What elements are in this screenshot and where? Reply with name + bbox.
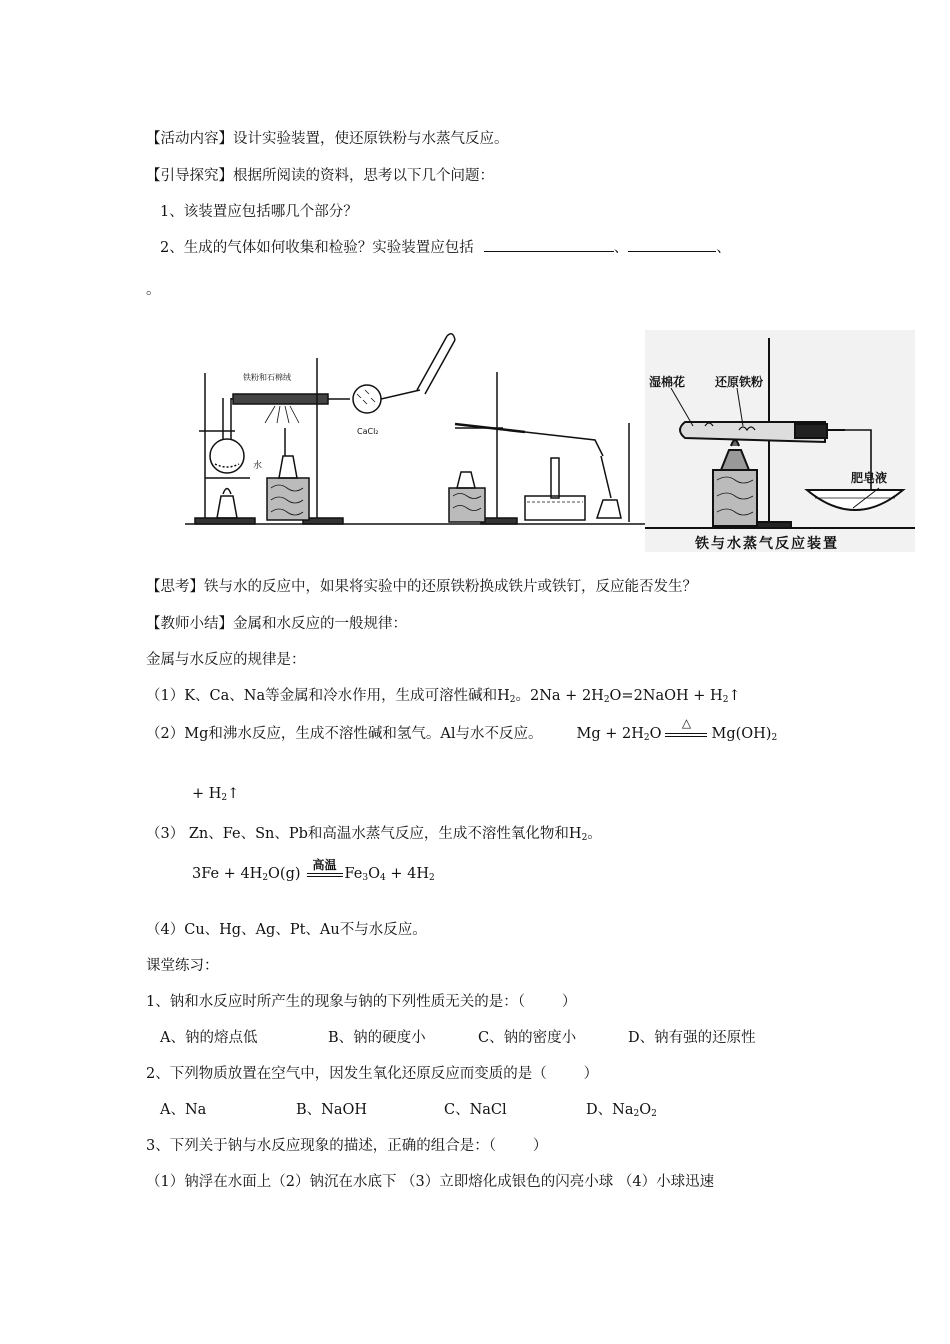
guide-text: 根据所阅读的资料，思考以下几个问题： [233, 168, 494, 184]
rule-1-eq2-sub: 2 [722, 695, 729, 705]
rule-3 [146, 822, 602, 843]
guide-label: 【引导探究】 [146, 168, 233, 184]
rule-3-eq-left2: O(g) [268, 866, 301, 882]
practice-1-option-c: C、钠的密度小 [478, 1030, 577, 1046]
label-wet-cotton: 湿棉花 [649, 375, 686, 389]
rule-1-eq2: O=2NaOH + H [609, 688, 723, 704]
practice-2-option-a: A、Na [160, 1102, 207, 1118]
question-1: 1、该装置应包括哪几个部分？ [160, 204, 358, 220]
rule-2-eq-left2: O [649, 726, 662, 742]
rule-2-continuation [192, 786, 239, 803]
label-iron-powder: 还原铁粉 [715, 375, 764, 389]
activity-text: 设计实验装置，使还原铁粉与水蒸气反应。 [233, 131, 509, 147]
rule-2-eq-left: Mg + 2H [576, 726, 644, 742]
rule-2 [146, 716, 778, 743]
summary-line [146, 612, 407, 633]
reaction-tube [233, 394, 328, 404]
stand-base-1 [195, 518, 255, 524]
heat-condition-arrow [665, 716, 707, 742]
practice-3-stem: 3、下列关于钠与水反应现象的描述，正确的组合是：（ ） [146, 1138, 548, 1154]
answer-blank-1[interactable] [484, 237, 614, 252]
practice-2-option-c: C、NaCl [444, 1102, 507, 1118]
answer-blank-2[interactable] [628, 237, 716, 252]
rule-2-eq-right: Mg(OH) [711, 726, 772, 742]
rule-1-end: 。 [515, 688, 531, 704]
summary-label: 【教师小结】 [146, 616, 233, 632]
question-2-text: 2、生成的气体如何收集和检验？实验装置应包括 [160, 240, 474, 256]
label-iron-asbestos: 铁粉和石棉绒 [243, 373, 291, 382]
guide-line [146, 164, 494, 185]
think-text: 铁与水的反应中，如果将实验中的还原铁粉换成铁片或铁钉，反应能否发生？ [204, 579, 697, 595]
practice-2-stem: 2、下列物质放置在空气中，因发生氧化还原反应而变质的是（ ） [146, 1066, 599, 1082]
rule-intro: 金属与水反应的规律是： [146, 652, 306, 668]
collecting-tube [417, 336, 455, 394]
stopper [795, 424, 827, 438]
rule-3-eq-left: 3Fe + 4H [192, 866, 263, 882]
rule-4: （4）Cu、Hg、Ag、Pt、Au不与水反应。 [146, 922, 427, 938]
wood-block-2 [449, 488, 485, 522]
rule-3-eq-left-sub: 2 [262, 873, 269, 883]
rule-2-eq-right-sub: 2 [771, 733, 778, 743]
rule-3-sub: 2 [581, 833, 588, 843]
delivery-tube [525, 432, 603, 456]
rule-3-eq-right-sub3: 2 [429, 873, 435, 883]
wood-block-1 [267, 478, 309, 520]
rule-3-text: （3） Zn、Fe、Sn、Pb和高温水蒸气反应，生成不溶性氧化物和H [146, 826, 582, 842]
rule-3-eq-right: Fe [344, 866, 363, 882]
round-flask [210, 439, 244, 473]
rule-1-sub: 2 [509, 695, 516, 705]
gas-jar [551, 458, 559, 498]
rule-1-eq-sub: 2 [603, 695, 610, 705]
practice-2-option-d [586, 1098, 657, 1119]
figure-caption: 铁与水蒸气反应装置 [695, 536, 839, 552]
question-2-sep2: 、 [716, 240, 731, 256]
label-water: 水 [253, 461, 263, 471]
think-label: 【思考】 [146, 579, 204, 595]
practice-1-option-d: D、钠有强的还原性 [628, 1030, 756, 1046]
up-arrow-icon: ↑ [728, 688, 741, 704]
practice-2-option-d-text: D、Na [586, 1102, 634, 1118]
burner-3 [597, 500, 621, 518]
heat-triangle-icon: △ [681, 716, 692, 730]
label-soap: 肥皂液 [851, 471, 888, 485]
question-2 [160, 236, 731, 257]
practice-3-options: （1）钠浮在水面上（2）钠沉在水底下 （3）立即熔化成银色的闪亮小球 （4）小球迅速 [146, 1174, 715, 1190]
rule-2-text: （2）Mg和沸水反应，生成不溶性碱和氢气。Al与水不反应。 [146, 726, 543, 742]
drying-tube-bulb [353, 385, 381, 413]
activity-line [146, 127, 509, 148]
question-2-sep1: 、 [613, 240, 629, 256]
rule-3-eq-right3: + 4H [385, 866, 429, 882]
summary-text: 金属和水反应的一般规律： [233, 616, 407, 632]
rule-1 [146, 684, 741, 705]
think-line [146, 575, 697, 596]
rule-2-cont: + H [192, 786, 222, 802]
rule-1-eq: 2Na + 2H [530, 688, 604, 704]
practice-title: 课堂练习： [146, 958, 219, 974]
practice-2-option-b: B、NaOH [296, 1102, 368, 1118]
practice-2-option-d-sub2: 2 [651, 1109, 657, 1119]
rule-2-cont-sub: 2 [221, 793, 228, 803]
up-arrow-icon: ↑ [227, 786, 240, 802]
label-cacl2: CaCl₂ [357, 427, 379, 436]
apparatus-figure-right [645, 330, 915, 552]
water-trough [525, 496, 585, 520]
activity-label: 【活动内容】 [146, 131, 233, 147]
practice-1-option-a: A、钠的熔点低 [160, 1030, 258, 1046]
rule-3-eq-right2: O [368, 866, 381, 882]
rule-3-equation [192, 858, 435, 883]
practice-1-option-b: B、钠的硬度小 [328, 1030, 426, 1046]
rule-3-eq-right-sub2: 4 [380, 873, 386, 883]
apparatus-figure-left [185, 328, 645, 528]
practice-2-option-d-sub1: 2 [633, 1109, 640, 1119]
high-temp-label: 高温 [312, 858, 337, 872]
practice-1-stem: 1、钠和水反应时所产生的现象与钠的下列性质无关的是：（ ） [146, 994, 577, 1010]
rule-1-text: （1）K、Ca、Na等金属和冷水作用，生成可溶性碱和H [146, 688, 510, 704]
high-temp-condition-arrow [307, 858, 343, 882]
practice-2-option-d-text2: O [639, 1102, 652, 1118]
rule-3-eq-right-sub1: 3 [362, 873, 369, 883]
rule-3-end: 。 [587, 826, 602, 842]
burner-1 [217, 496, 237, 518]
rule-2-eq-left-sub: 2 [643, 733, 650, 743]
answer-blank-3-end: 。 [146, 282, 161, 298]
